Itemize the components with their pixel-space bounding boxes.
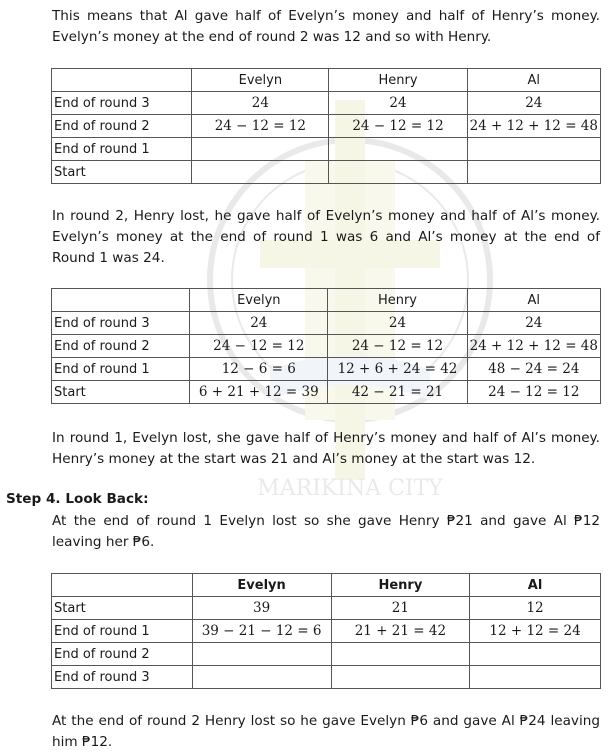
- row-label: End of round 3: [52, 666, 193, 689]
- table-row: [52, 358, 601, 381]
- cell-evelyn: 24: [192, 92, 329, 115]
- cell-al: 48 − 24 = 24: [467, 358, 600, 381]
- cell-evelyn: 24 − 12 = 12: [190, 335, 328, 358]
- cell-evelyn: 6 + 21 + 12 = 39: [190, 381, 328, 404]
- cell-henry: [331, 643, 469, 666]
- cell-henry: 42 − 21 = 21: [328, 381, 467, 404]
- header-cell: [52, 574, 193, 597]
- row-label: End of round 2: [52, 115, 192, 138]
- cell-henry: [329, 161, 467, 184]
- header-henry: Henry: [331, 574, 469, 597]
- watermark-text: MARIKINA CITY: [257, 476, 443, 501]
- cell-evelyn: 39 − 21 − 12 = 6: [192, 620, 331, 643]
- row-label: Start: [52, 597, 193, 620]
- cell-evelyn: [192, 666, 331, 689]
- table-row: [52, 381, 601, 404]
- cell-evelyn: [192, 161, 329, 184]
- cell-henry: 24: [329, 92, 467, 115]
- cell-al: 24: [467, 92, 600, 115]
- cell-al: [467, 138, 600, 161]
- cell-evelyn: 12 − 6 = 6: [190, 358, 328, 381]
- cell-evelyn: [192, 643, 331, 666]
- table-row: [52, 92, 601, 115]
- table-row: [52, 643, 601, 666]
- paragraph-5: At the end of round 2 Henry lost so he gave Evelyn ₱6 and gave Al ₱24 leaving him ₱12.: [52, 713, 600, 750]
- header-henry: Henry: [328, 289, 467, 312]
- row-label: End of round 1: [52, 138, 192, 161]
- header-al: Al: [470, 574, 601, 597]
- table-2: [51, 288, 601, 404]
- cell-evelyn: 39: [192, 597, 331, 620]
- table-row: [52, 115, 601, 138]
- table-row: [52, 335, 601, 358]
- header-cell: [52, 69, 192, 92]
- cell-al: 12: [470, 597, 601, 620]
- cell-evelyn: 24 − 12 = 12: [192, 115, 329, 138]
- cell-evelyn: 24: [190, 312, 328, 335]
- cell-henry: 24: [328, 312, 467, 335]
- row-label: End of round 3: [52, 92, 192, 115]
- header-evelyn: Evelyn: [192, 574, 331, 597]
- cell-al: [467, 161, 600, 184]
- table-row: [52, 597, 601, 620]
- header-evelyn: Evelyn: [190, 289, 328, 312]
- cell-henry: 24 − 12 = 12: [328, 335, 467, 358]
- paragraph-4: At the end of round 1 Evelyn lost so she gave Henry ₱21 and gave Al ₱12 leaving her ₱6.: [52, 513, 600, 550]
- cell-henry: [331, 666, 469, 689]
- table-row: [52, 620, 601, 643]
- step4-heading: Step 4. Look Back:: [6, 491, 149, 507]
- header-cell: [52, 289, 190, 312]
- cell-al: 24 + 12 + 12 = 48: [467, 115, 600, 138]
- row-label: Start: [52, 161, 192, 184]
- row-label: End of round 1: [52, 358, 190, 381]
- table-row: [52, 666, 601, 689]
- header-evelyn: Evelyn: [192, 69, 329, 92]
- cell-al: [470, 643, 601, 666]
- row-label: End of round 1: [52, 620, 193, 643]
- table-header-row: [52, 69, 601, 92]
- table-1: [51, 68, 601, 184]
- table-header-row: [52, 289, 601, 312]
- header-al: Al: [467, 289, 600, 312]
- cell-henry: 21: [331, 597, 469, 620]
- cell-al: 24 + 12 + 12 = 48: [467, 335, 600, 358]
- cell-henry: 24 − 12 = 12: [329, 115, 467, 138]
- row-label: Start: [52, 381, 190, 404]
- header-al: Al: [467, 69, 600, 92]
- table-row: [52, 138, 601, 161]
- paragraph-1: This means that Al gave half of Evelyn’s money and half of Henry’s money. Evelyn’s money at the end of round 2 was 12 and so with Henry.: [52, 8, 600, 45]
- cell-al: 24: [467, 312, 600, 335]
- paragraph-3: In round 1, Evelyn lost, she gave half of Henry’s money and half of Al’s money. Henry’s money at the start was 21 and Al’s money at the start was 12.: [52, 430, 600, 467]
- cell-henry: 21 + 21 = 42: [331, 620, 469, 643]
- table-3: [51, 573, 601, 689]
- row-label: End of round 2: [52, 643, 193, 666]
- table-row: [52, 161, 601, 184]
- cell-al: 12 + 12 = 24: [470, 620, 601, 643]
- row-label: End of round 3: [52, 312, 190, 335]
- header-henry: Henry: [329, 69, 467, 92]
- cell-evelyn: [192, 138, 329, 161]
- cell-henry: [329, 138, 467, 161]
- table-header-row: [52, 574, 601, 597]
- paragraph-2: In round 2, Henry lost, he gave half of Evelyn’s money and half of Al’s money. Evelyn’s money at the end of round 1 was 6 and Al’s money at the end of Round 1 was 24.: [52, 208, 600, 266]
- cell-henry: 12 + 6 + 24 = 42: [328, 358, 467, 381]
- cell-al: 24 − 12 = 12: [467, 381, 600, 404]
- table-row: [52, 312, 601, 335]
- row-label: End of round 2: [52, 335, 190, 358]
- cell-al: [470, 666, 601, 689]
